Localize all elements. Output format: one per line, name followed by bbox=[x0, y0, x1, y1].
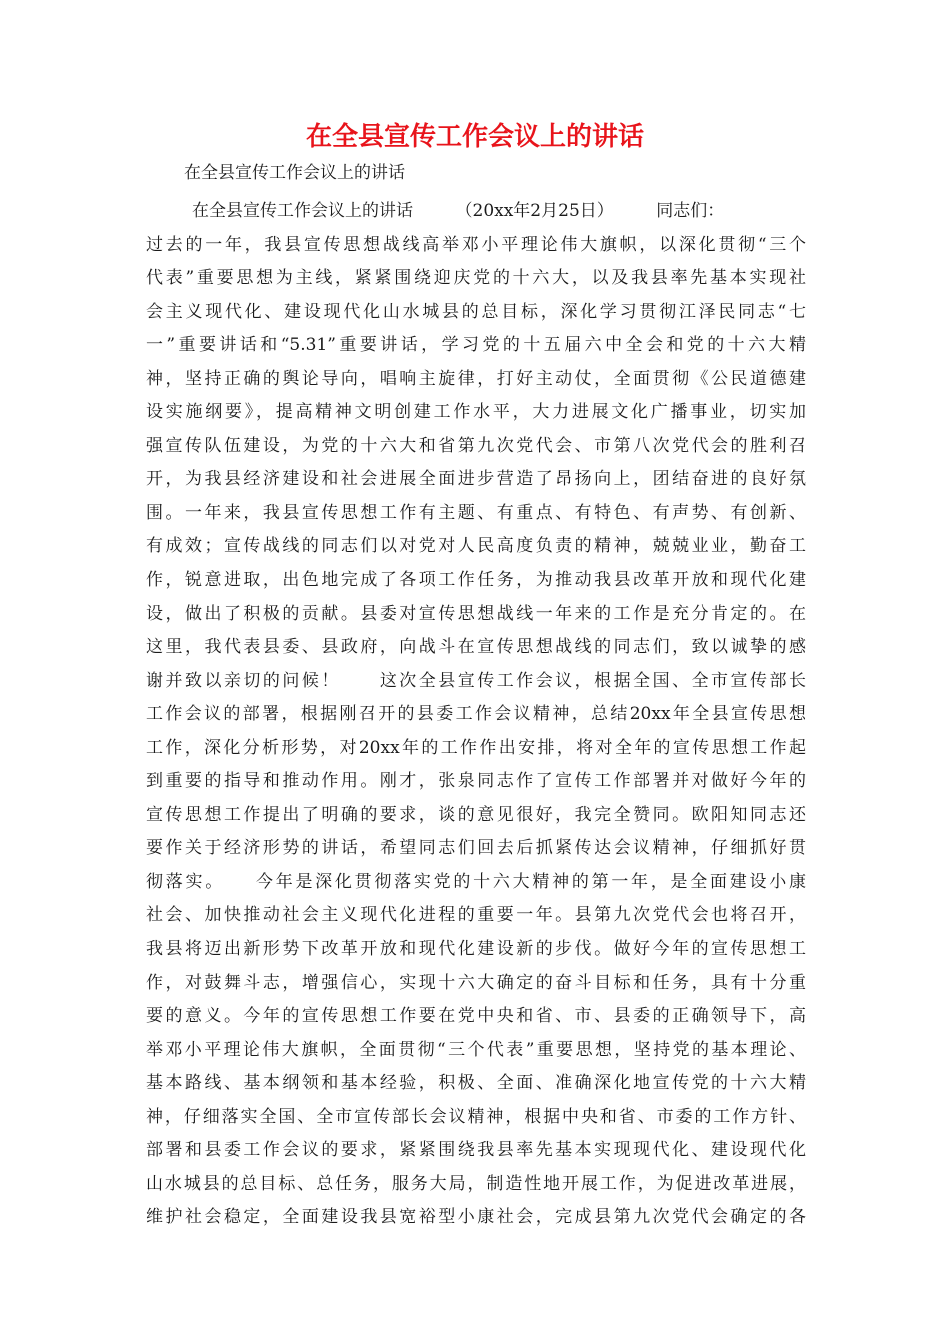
body-text-line: 到重要的指导和推动作用。刚才，张泉同志作了宣传工作部署并对做好今年的 bbox=[146, 771, 806, 792]
body-text-line: 一”重要讲话和“5.31”重要讲话，学习党的十五届六中全会和党的十六大精 bbox=[146, 335, 806, 356]
body-text-line: 开，为我县经济建设和社会进展全面进步营造了昂扬向上，团结奋进的良好氛 bbox=[146, 469, 806, 490]
body-text-line: 基本路线、基本纲领和基本经验，积极、全面、准确深化地宣传党的十六大精 bbox=[146, 1073, 806, 1094]
body-text-line: 会主义现代化、建设现代化山水城县的总目标，深化学习贯彻江泽民同志“七 bbox=[146, 301, 806, 322]
body-text-line: 部署和县委工作会议的要求，紧紧围绕我县率先基本实现现代化、建设现代化 bbox=[146, 1140, 806, 1161]
body-text-line: 神，仔细落实全国、全市宣传部长会议精神，根据中央和省、市委的工作方针、 bbox=[146, 1106, 806, 1127]
body-text-line: 要作关于经济形势的讲话，希望同志们回去后抓紧传达会议精神，仔细抓好贯 bbox=[146, 838, 806, 859]
body-text-line: 维护社会稳定，全面建设我县宽裕型小康社会，完成县第九次党代会确定的各 bbox=[146, 1207, 806, 1228]
body-text-line: 举邓小平理论伟大旗帜，全面贯彻“三个代表”重要思想，坚持党的基本理论、 bbox=[146, 1039, 806, 1060]
body-text-line: 过去的一年，我县宣传思想战线高举邓小平理论伟大旗帜，以深化贯彻“三个 bbox=[146, 234, 806, 255]
body-text-line: 工作，深化分析形势，对20xx年的工作作出安排，将对全年的宣传思想工作起 bbox=[146, 737, 806, 758]
body-text-line: 我县将迈出新形势下改革开放和现代化建设新的步伐。做好今年的宣传思想工 bbox=[146, 939, 806, 960]
body-text-line: 彻落实。 今年是深化贯彻落实党的十六大精神的第一年，是全面建设小康 bbox=[146, 871, 806, 892]
body-text-line: 谢并致以亲切的问候！ 这次全县宣传工作会议，根据全国、全市宣传部长 bbox=[146, 670, 806, 691]
body-text-line: 工作会议的部署，根据刚召开的县委工作会议精神，总结20xx年全县宣传思想 bbox=[146, 704, 806, 725]
document-body bbox=[146, 195, 806, 1235]
speech-header-line: 在全县宣传工作会议上的讲话 （20xx年2月25日） 同志们： bbox=[192, 201, 725, 221]
body-text-line: 神，坚持正确的舆论导向，唱响主旋律，打好主动仗，全面贯彻《公民道德建 bbox=[146, 368, 806, 389]
body-text-line: 强宣传队伍建设，为党的十六大和省第九次党代会、市第八次党代会的胜利召 bbox=[146, 435, 806, 456]
document-title: 在全县宣传工作会议上的讲话 bbox=[305, 122, 644, 152]
document-subtitle: 在全县宣传工作会议上的讲话 bbox=[184, 163, 405, 183]
body-text-line: 设，做出了积极的贡献。县委对宣传思想战线一年来的工作是充分肯定的。在 bbox=[146, 603, 806, 624]
body-text-line: 围。一年来，我县宣传思想工作有主题、有重点、有特色、有声势、有创新、 bbox=[146, 502, 806, 523]
body-text-line: 作，锐意进取，出色地完成了各项工作任务，为推动我县改革开放和现代化建 bbox=[146, 570, 806, 591]
body-text-line: 这里，我代表县委、县政府，向战斗在宣传思想战线的同志们，致以诚挚的感 bbox=[146, 637, 806, 658]
body-text-line: 代表”重要思想为主线，紧紧围绕迎庆党的十六大，以及我县率先基本实现社 bbox=[146, 268, 806, 289]
body-text-line: 有成效；宣传战线的同志们以对党对人民高度负责的精神，兢兢业业，勤奋工 bbox=[146, 536, 806, 557]
body-text-line: 作，对鼓舞斗志，增强信心，实现十六大确定的奋斗目标和任务，具有十分重 bbox=[146, 972, 806, 993]
body-text-line: 宣传思想工作提出了明确的要求，谈的意见很好，我完全赞同。欧阳知同志还 bbox=[146, 804, 806, 825]
body-text-line: 山水城县的总目标、总任务，服务大局，制造性地开展工作，为促进改革进展， bbox=[146, 1173, 806, 1194]
body-text-line: 设实施纲要》，提高精神文明创建工作水平，大力进展文化广播事业，切实加 bbox=[146, 402, 806, 423]
body-text-line: 要的意义。今年的宣传思想工作要在党中央和省、市、县委的正确领导下，高 bbox=[146, 1006, 806, 1027]
body-text-line: 社会、加快推动社会主义现代化进程的重要一年。县第九次党代会也将召开， bbox=[146, 905, 806, 926]
